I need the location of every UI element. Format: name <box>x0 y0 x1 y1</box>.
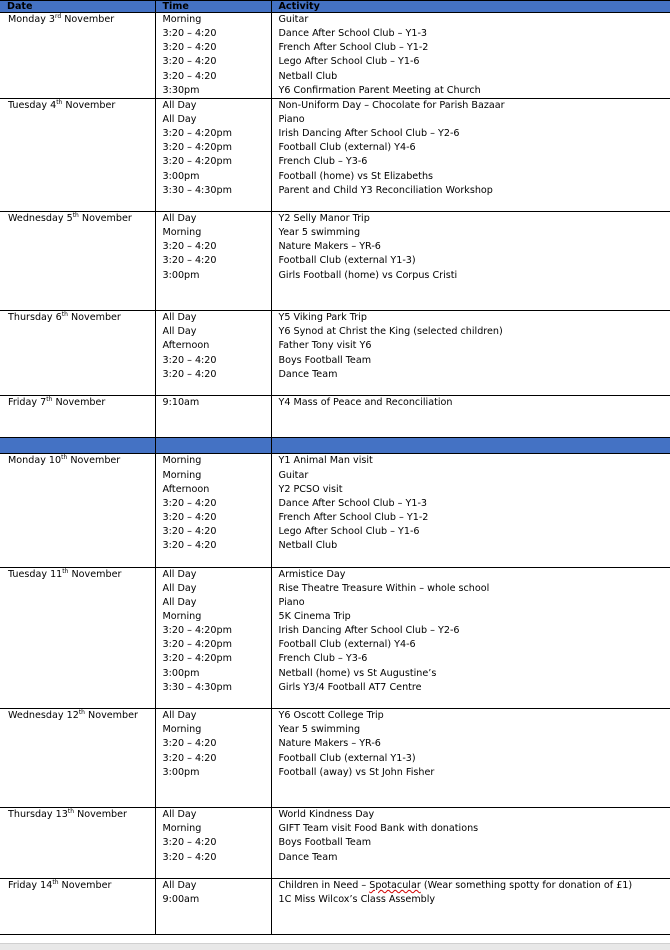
activity-entry: Boys Football Team <box>279 354 670 368</box>
time-entry: Morning <box>163 610 271 624</box>
time-cell <box>155 395 271 437</box>
activity-entry: Lego After School Club – Y1-6 <box>279 525 670 539</box>
activity-cell <box>271 454 670 567</box>
time-entry: Morning <box>163 13 271 27</box>
week-separator <box>0 438 670 454</box>
date-text <box>8 212 155 226</box>
time-entry: Morning <box>163 226 271 240</box>
date-month: November <box>68 312 121 323</box>
activity-entry: Rise Theatre Treasure Within – whole school <box>279 582 670 596</box>
date-ordinal-suffix: th <box>46 396 52 403</box>
date-day: Friday 7 <box>8 397 46 408</box>
time-entry: 3:20 – 4:20 <box>163 240 271 254</box>
time-entry: 3:00pm <box>163 766 271 780</box>
date-day: Tuesday 4 <box>8 100 56 111</box>
date-month: November <box>61 14 114 25</box>
activity-cell <box>271 878 670 935</box>
time-entry: All Day <box>163 113 271 127</box>
activity-entry: GIFT Team visit Food Bank with donations <box>279 822 670 836</box>
time-entry: 3:20 – 4:20pm <box>163 127 271 141</box>
time-entry: All Day <box>163 568 271 582</box>
date-day: Wednesday 5 <box>8 213 73 224</box>
time-entry: All Day <box>163 99 271 113</box>
date-cell <box>0 212 155 311</box>
activity-entry: Netball Club <box>279 539 670 553</box>
table-row <box>0 98 670 211</box>
time-entry: 3:20 – 4:20 <box>163 539 271 553</box>
time-entry: 9:00am <box>163 893 271 907</box>
activity-entry: Dance Team <box>279 851 670 865</box>
activity-entry: French Club – Y3-6 <box>279 652 670 666</box>
activity-cell <box>271 98 670 211</box>
date-month: November <box>59 880 112 891</box>
time-cell <box>155 98 271 211</box>
activity-text: (Wear something spotty for donation of £1) <box>421 880 632 891</box>
time-entry: 3:20 – 4:20pm <box>163 638 271 652</box>
table-row <box>0 567 670 709</box>
activity-entry: French After School Club – Y1-2 <box>279 41 670 55</box>
date-day: Wednesday 12 <box>8 710 79 721</box>
time-entry: Afternoon <box>163 339 271 353</box>
date-ordinal-suffix: th <box>61 454 67 461</box>
date-ordinal-suffix: th <box>52 879 58 886</box>
activity-entry: French After School Club – Y1-2 <box>279 511 670 525</box>
time-entry: 3:20 – 4:20 <box>163 354 271 368</box>
table-row <box>0 709 670 808</box>
time-entry: 3:20 – 4:20 <box>163 55 271 69</box>
date-text <box>8 311 155 325</box>
activity-entry: Football (home) vs St Elizabeths <box>279 170 670 184</box>
time-entry: All Day <box>163 582 271 596</box>
activity-entry: Non-Uniform Day – Chocolate for Parish Bazaar <box>279 99 670 113</box>
time-cell <box>155 808 271 879</box>
date-ordinal-suffix: th <box>79 709 85 716</box>
time-entry: 3:20 – 4:20 <box>163 41 271 55</box>
time-cell <box>155 311 271 396</box>
date-ordinal-suffix: th <box>62 311 68 318</box>
activity-entry: Girls Football (home) vs Corpus Cristi <box>279 269 670 283</box>
date-cell <box>0 454 155 567</box>
date-month: November <box>85 710 138 721</box>
activity-entry: Y2 Selly Manor Trip <box>279 212 670 226</box>
date-month: November <box>52 397 105 408</box>
activity-entry: Dance Team <box>279 368 670 382</box>
activity-entry: Armistice Day <box>279 568 670 582</box>
activity-entry: Nature Makers – YR-6 <box>279 737 670 751</box>
table-row <box>0 808 670 879</box>
activity-entry: Lego After School Club – Y1-6 <box>279 55 670 69</box>
activity-entry: Guitar <box>279 469 670 483</box>
activity-column-header: Activity <box>271 1 670 13</box>
date-column-header: Date <box>0 1 155 13</box>
time-entry: 3:20 – 4:20pm <box>163 141 271 155</box>
time-entry: Morning <box>163 469 271 483</box>
activity-entry: 1C Miss Wilcox’s Class Assembly <box>279 893 670 907</box>
activity-cell <box>271 311 670 396</box>
date-day: Thursday 13 <box>8 809 68 820</box>
activity-entry: Year 5 swimming <box>279 723 670 737</box>
activity-entry: Parent and Child Y3 Reconciliation Workshop <box>279 184 670 198</box>
time-entry: All Day <box>163 808 271 822</box>
time-entry: All Day <box>163 879 271 893</box>
activity-entry: Irish Dancing After School Club – Y2-6 <box>279 127 670 141</box>
activity-text: Children in Need – <box>279 880 370 891</box>
activity-entry: Y6 Oscott College Trip <box>279 709 670 723</box>
time-entry: 3:00pm <box>163 269 271 283</box>
activity-entry: Netball (home) vs St Augustine’s <box>279 667 670 681</box>
time-entry: 3:20 – 4:20 <box>163 511 271 525</box>
activity-cell <box>271 13 670 99</box>
activity-entry: Piano <box>279 113 670 127</box>
table-row <box>0 311 670 396</box>
activity-entry: Y6 Confirmation Parent Meeting at Church <box>279 84 670 98</box>
activity-entry: Football (away) vs St John Fisher <box>279 766 670 780</box>
date-day: Friday 14 <box>8 880 52 891</box>
date-cell <box>0 567 155 709</box>
date-cell <box>0 311 155 396</box>
time-entry: 3:20 – 4:20 <box>163 254 271 268</box>
time-entry: 3:20 – 4:20 <box>163 70 271 84</box>
activity-entry <box>279 879 670 893</box>
activity-entry: Irish Dancing After School Club – Y2-6 <box>279 624 670 638</box>
date-text <box>8 99 155 113</box>
table-row <box>0 13 670 99</box>
activity-entry: French Club – Y3-6 <box>279 155 670 169</box>
week-separator-cell <box>271 438 670 454</box>
time-cell <box>155 878 271 935</box>
table-header-row <box>0 1 670 13</box>
date-cell <box>0 13 155 99</box>
time-entry: 3:20 – 4:20 <box>163 27 271 41</box>
date-ordinal-suffix: th <box>68 808 74 815</box>
date-text <box>8 879 155 893</box>
time-cell <box>155 709 271 808</box>
time-entry: 3:20 – 4:20pm <box>163 155 271 169</box>
date-day: Monday 10 <box>8 455 61 466</box>
table-body <box>0 13 670 935</box>
activity-entry: Girls Y3/4 Football AT7 Centre <box>279 681 670 695</box>
time-cell <box>155 212 271 311</box>
time-entry: 3:20 – 4:20 <box>163 497 271 511</box>
date-ordinal-suffix: rd <box>55 13 61 20</box>
time-entry: 3:20 – 4:20pm <box>163 652 271 666</box>
activity-entry: Boys Football Team <box>279 836 670 850</box>
time-entry: 3:30 – 4:30pm <box>163 184 271 198</box>
date-ordinal-suffix: th <box>56 99 62 106</box>
time-entry: 3:00pm <box>163 667 271 681</box>
date-cell <box>0 98 155 211</box>
date-month: November <box>68 569 121 580</box>
date-text <box>8 396 155 410</box>
week-separator-cell <box>155 438 271 454</box>
activity-entry: World Kindness Day <box>279 808 670 822</box>
time-entry: 3:20 – 4:20 <box>163 525 271 539</box>
date-cell <box>0 709 155 808</box>
date-cell <box>0 395 155 437</box>
time-column-header: Time <box>155 1 271 13</box>
activity-entry: Dance After School Club – Y1-3 <box>279 497 670 511</box>
activity-cell <box>271 709 670 808</box>
date-month: November <box>62 100 115 111</box>
activity-entry: Father Tony visit Y6 <box>279 339 670 353</box>
time-entry: 3:20 – 4:20 <box>163 836 271 850</box>
date-month: November <box>79 213 132 224</box>
time-cell <box>155 13 271 99</box>
table-row <box>0 212 670 311</box>
time-entry: All Day <box>163 325 271 339</box>
activity-entry: Dance After School Club – Y1-3 <box>279 27 670 41</box>
activity-cell <box>271 212 670 311</box>
time-entry: 9:10am <box>163 396 271 410</box>
activity-entry: Year 5 swimming <box>279 226 670 240</box>
time-entry: Morning <box>163 454 271 468</box>
date-day: Thursday 6 <box>8 312 62 323</box>
date-month: November <box>74 809 127 820</box>
time-entry: Morning <box>163 723 271 737</box>
activity-cell <box>271 808 670 879</box>
date-text <box>8 709 155 723</box>
time-entry: All Day <box>163 311 271 325</box>
activity-entry: Y2 PCSO visit <box>279 483 670 497</box>
time-entry: Afternoon <box>163 483 271 497</box>
date-text <box>8 808 155 822</box>
table-row <box>0 878 670 935</box>
date-text <box>8 13 155 27</box>
activity-entry: Guitar <box>279 13 670 27</box>
time-cell <box>155 567 271 709</box>
activity-entry: Y4 Mass of Peace and Reconciliation <box>279 396 670 410</box>
date-day: Monday 3 <box>8 14 55 25</box>
activity-entry: Football Club (external Y1-3) <box>279 752 670 766</box>
date-cell <box>0 808 155 879</box>
date-ordinal-suffix: th <box>62 568 68 575</box>
time-entry: 3:20 – 4:20pm <box>163 624 271 638</box>
activity-entry: 5K Cinema Trip <box>279 610 670 624</box>
activity-entry: Y1 Animal Man visit <box>279 454 670 468</box>
date-cell <box>0 878 155 935</box>
activity-entry: Y6 Synod at Christ the King (selected children) <box>279 325 670 339</box>
time-entry: All Day <box>163 709 271 723</box>
date-month: November <box>67 455 120 466</box>
date-ordinal-suffix: th <box>73 212 79 219</box>
time-entry: All Day <box>163 596 271 610</box>
time-entry: 3:30 – 4:30pm <box>163 681 271 695</box>
time-entry: 3:20 – 4:20 <box>163 368 271 382</box>
activity-entry: Netball Club <box>279 70 670 84</box>
table-row <box>0 454 670 567</box>
time-entry: 3:20 – 4:20 <box>163 737 271 751</box>
time-entry: 3:20 – 4:20 <box>163 851 271 865</box>
activity-entry: Football Club (external) Y4-6 <box>279 141 670 155</box>
time-entry: All Day <box>163 212 271 226</box>
spellcheck-flagged-word: Spotacular <box>369 880 421 891</box>
activity-entry: Y5 Viking Park Trip <box>279 311 670 325</box>
activity-entry: Piano <box>279 596 670 610</box>
activity-cell <box>271 395 670 437</box>
activity-entry: Football Club (external Y1-3) <box>279 254 670 268</box>
date-text <box>8 568 155 582</box>
time-entry: Morning <box>163 822 271 836</box>
activity-entry: Football Club (external) Y4-6 <box>279 638 670 652</box>
week-separator-cell <box>0 438 155 454</box>
time-entry: 3:30pm <box>163 84 271 98</box>
activity-entry: Nature Makers – YR-6 <box>279 240 670 254</box>
time-entry: 3:20 – 4:20 <box>163 752 271 766</box>
date-text <box>8 454 155 468</box>
table-row <box>0 395 670 437</box>
date-day: Tuesday 11 <box>8 569 62 580</box>
time-cell <box>155 454 271 567</box>
time-entry: 3:00pm <box>163 170 271 184</box>
activity-cell <box>271 567 670 709</box>
